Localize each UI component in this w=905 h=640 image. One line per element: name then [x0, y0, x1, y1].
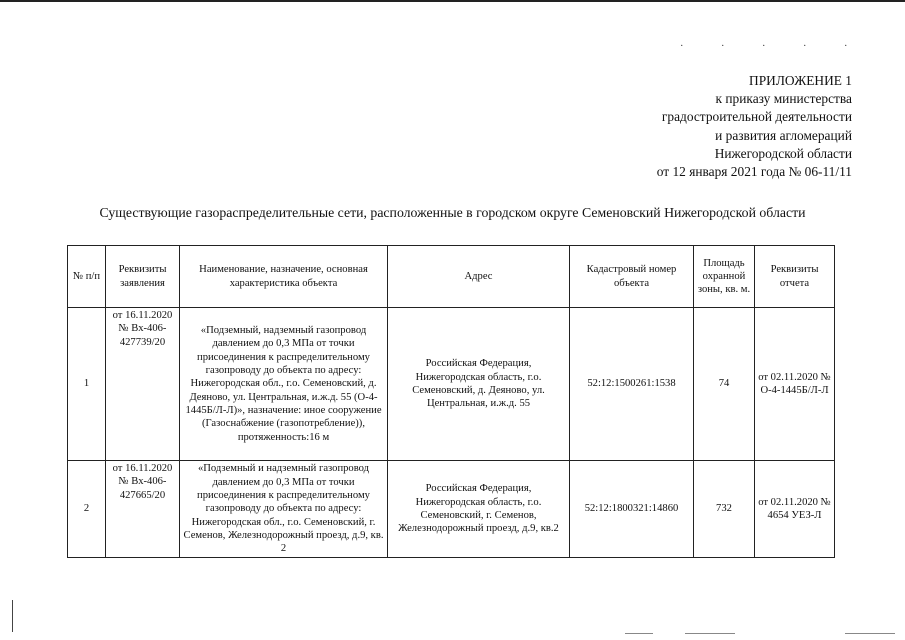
cell-area: 74	[694, 308, 755, 461]
table-row	[68, 461, 835, 558]
document-title: Существующие газораспределительные сети, расположенные в городском округе Семеновский Нижегородской области	[99, 205, 806, 220]
cell-request: от 16.11.2020 № Вх-406-427665/20	[106, 461, 180, 558]
cell-cadastral: 52:12:1500261:1538	[570, 308, 694, 461]
margin-mark	[12, 600, 13, 632]
table-header-row	[68, 246, 835, 308]
footer-dash	[845, 633, 895, 634]
gas-network-table	[67, 245, 835, 558]
cell-report: от 02.11.2020 № 4654 УЕЗ-Л	[755, 461, 835, 558]
cell-number: 1	[68, 308, 106, 461]
appendix-line: и развития агломераций	[715, 127, 852, 143]
cell-description: «Подземный и надземный газопровод давлением до 0,3 МПа от точки присоединения к распределительному газопроводу до объекта по адресу: Нижегородская обл., г.о. Семеновский, г. Семенов, Железнодорожный проезд, д.9, кв. 2	[180, 461, 388, 558]
appendix-line: к приказу министерства	[715, 91, 852, 107]
header-report: Реквизиты отчета	[755, 246, 835, 308]
scan-specks: . . . . .	[680, 38, 865, 49]
cell-address: Российская Федерация, Нижегородская область, г.о. Семеновский, г. Семенов, Железнодорожный проезд, д.9, кв.2	[388, 461, 570, 558]
cell-request: от 16.11.2020 № Вх-406-427739/20	[106, 308, 180, 461]
cell-description: «Подземный, надземный газопровод давлением до 0,3 МПа от точки присоединения к распределительному газопроводу до объекта по адресу: Нижегородская обл., г.о. Семеновский, д. Деяново, ул. Центральная, и.ж.д. 55 (О-4-1445Б/Л-Л)», назначение: иное сооружение (Газоснабжение (газопотребление)), протяженность:16 м	[180, 308, 388, 461]
footer-dash	[685, 633, 735, 634]
header-cadastral: Кадастровый номер объекта	[570, 246, 694, 308]
table-row	[68, 308, 835, 461]
header-area: Площадь охранной зоны, кв. м.	[694, 246, 755, 308]
footer-dash	[625, 633, 653, 634]
cell-cadastral: 52:12:1800321:14860	[570, 461, 694, 558]
top-edge-line	[0, 0, 905, 2]
appendix-header	[657, 72, 852, 181]
appendix-line: Нижегородской области	[714, 145, 852, 161]
cell-area: 732	[694, 461, 755, 558]
appendix-line: от 12 января 2021 года № 06-11/11	[656, 164, 852, 180]
header-address: Адрес	[388, 246, 570, 308]
header-request: Реквизиты заявления	[106, 246, 180, 308]
cell-address: Российская Федерация, Нижегородская область, г.о. Семеновский, д. Деяново, ул. Центральная, и.ж.д. 55	[388, 308, 570, 461]
appendix-line: градостроительной деятельности	[661, 109, 852, 125]
appendix-line: ПРИЛОЖЕНИЕ 1	[749, 73, 852, 88]
cell-report: от 02.11.2020 № О-4-1445Б/Л-Л	[755, 308, 835, 461]
cell-number: 2	[68, 461, 106, 558]
header-number: № п/п	[68, 246, 106, 308]
header-description: Наименование, назначение, основная характеристика объекта	[180, 246, 388, 308]
